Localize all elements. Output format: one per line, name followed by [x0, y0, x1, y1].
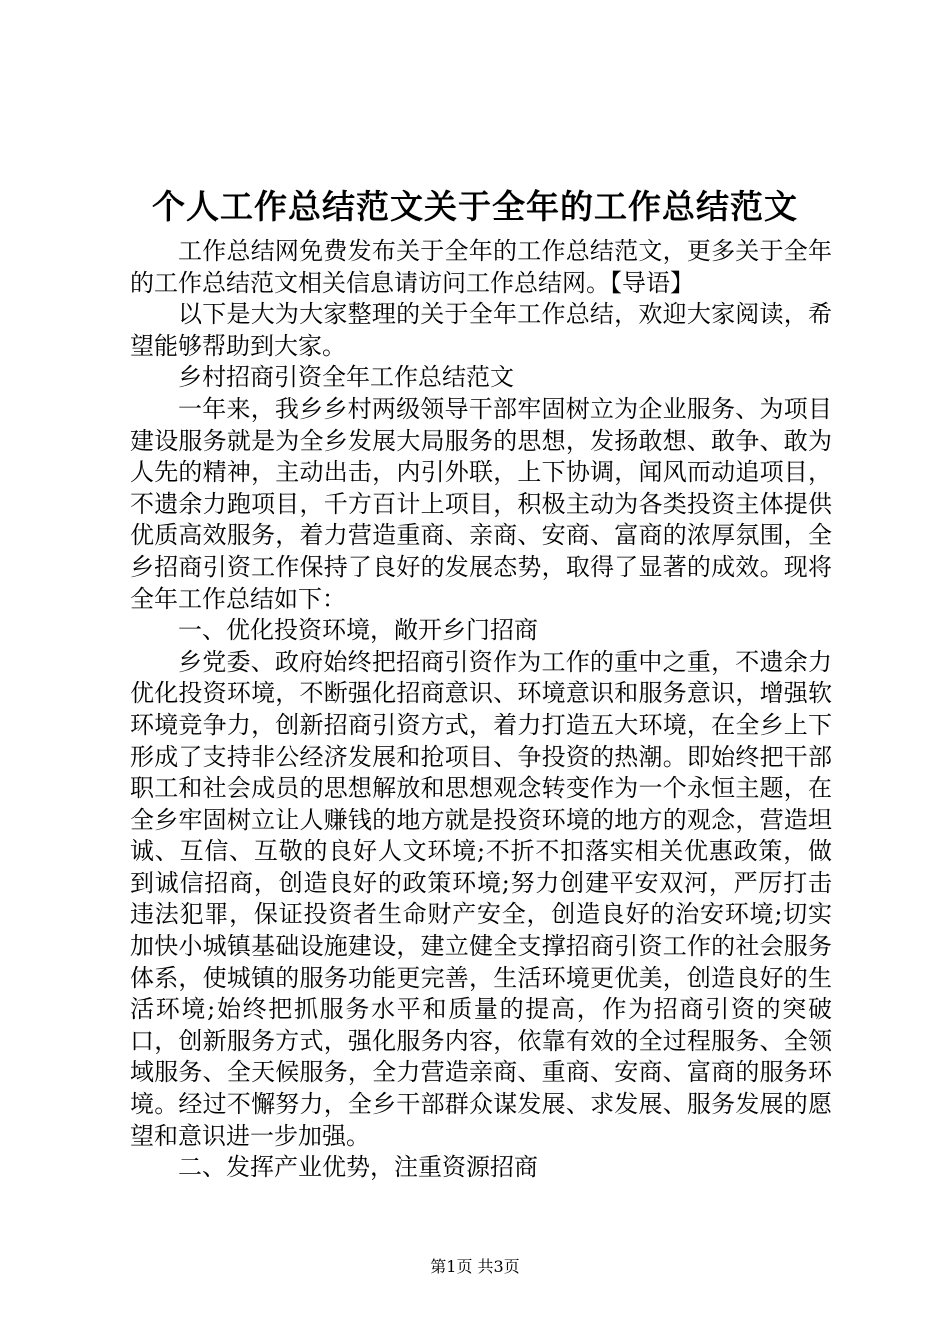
page-footer: 第1页 共3页: [430, 1257, 520, 1276]
document-body: [130, 236, 832, 1184]
paragraph-overview: 一年来，我乡乡村两级领导干部牢固树立为企业服务、为项目建设服务就是为全乡发展大局服务的思想，发扬敢想、敢争、敢为人先的精神，主动出击，内引外联，上下协调，闻风而动追项目，不遗余力跑项目，千方百计上项目，积极主动为各类投资主体提供优质高效服务，着力营造重商、亲商、安商、富商的浓厚氛围，全乡招商引资工作保持了良好的发展态势，取得了显著的成效。现将全年工作总结如下：: [130, 394, 832, 613]
document-title: 个人工作总结范文关于全年的工作总结范文: [152, 187, 798, 226]
paragraph-intro: 工作总结网免费发布关于全年的工作总结范文，更多关于全年的工作总结范文相关信息请访问工作总结网。【导语】: [130, 237, 832, 297]
section-heading-2: 二、发挥产业优势，注重资源招商: [178, 1153, 538, 1182]
paragraph-section-1: 乡党委、政府始终把招商引资作为工作的重中之重，不遗余力优化投资环境，不断强化招商意识、环境意识和服务意识，增强软环境竞争力，创新招商引资方式，着力打造五大环境，在全乡上下形成了支持非公经济发展和抢项目、争投资的热潮。即始终把干部职工和社会成员的思想解放和思想观念转变作为一个永恒主题，在全乡牢固树立让人赚钱的地方就是投资环境的地方的观念，营造坦诚、互信、互敬的良好人文环境;不折不扣落实相关优惠政策，做到诚信招商，创造良好的政策环境;努力创建平安双河，严厉打击违法犯罪，保证投资者生命财产安全，创造良好的治安环境;切实加快小城镇基础设施建设，建立健全支撑招商引资工作的社会服务体系，使城镇的服务功能更完善，生活环境更优美，创造良好的生活环境;始终把抓服务水平和质量的提高，作为招商引资的突破口，创新服务方式，强化服务内容，依靠有效的全过程服务、全领域服务、全天候服务，全力营造亲商、重商、安商、富商的服务环境。经过不懈努力，全乡干部群众谋发展、求发展、服务发展的愿望和意识进一步加强。: [130, 647, 832, 1150]
section-heading-1: 一、优化投资环境，敞开乡门招商: [178, 616, 538, 645]
paragraph-subtitle: 乡村招商引资全年工作总结范文: [178, 363, 514, 392]
paragraph-greeting: 以下是大为大家整理的关于全年工作总结，欢迎大家阅读，希望能够帮助到大家。: [130, 300, 832, 360]
